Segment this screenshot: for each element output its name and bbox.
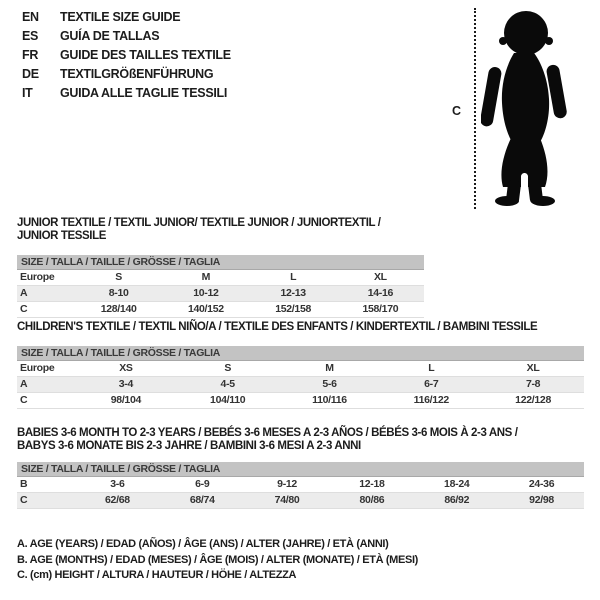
table-size-header: SIZE / TALLA / TAILLE / GRÖSSE / TAGLIA <box>17 255 424 270</box>
table-row <box>17 361 584 377</box>
section-title-line: JUNIOR TEXTILE / TEXTIL JUNIOR/ TEXTILE JUNIOR / JUNIORTEXTIL / JUNIOR TESSILE <box>17 217 381 242</box>
size-cell: 92/98 <box>529 494 554 506</box>
size-cell: S <box>115 271 122 283</box>
size-cell: 158/170 <box>362 303 399 315</box>
row-label: A <box>20 378 28 390</box>
height-measure-line <box>474 8 476 209</box>
language-title: GUÍA DE TALLAS <box>60 29 160 43</box>
table-rows <box>17 270 424 318</box>
language-title: TEXTILE SIZE GUIDE <box>60 10 181 24</box>
row-label: B <box>20 478 28 490</box>
language-title: TEXTILGRÖßENFÜHRUNG <box>60 67 214 81</box>
language-row <box>22 8 231 27</box>
size-cell: 14-16 <box>367 287 394 299</box>
table-rows <box>17 361 584 409</box>
size-cell: 6-9 <box>195 478 210 490</box>
language-code: FR <box>22 48 39 62</box>
size-cell: 98/104 <box>110 394 142 406</box>
size-cell: 68/74 <box>189 494 215 506</box>
size-cell: L <box>290 271 297 283</box>
size-cell: 140/152 <box>187 303 224 315</box>
table-size-header: SIZE / TALLA / TAILLE / GRÖSSE / TAGLIA <box>17 462 584 477</box>
row-label: Europe <box>20 362 55 374</box>
language-list <box>22 8 231 103</box>
language-code: ES <box>22 29 39 43</box>
size-cell: 3-6 <box>110 478 125 490</box>
size-cell: L <box>428 362 435 374</box>
section-babies-textile <box>17 427 584 509</box>
size-cell: 6-7 <box>424 378 439 390</box>
row-label: C <box>20 303 28 315</box>
section-title-line: CHILDREN'S TEXTILE / TEXTIL NIÑO/A / TEXTILE DES ENFANTS / KINDERTEXTIL / BAMBINI TESSILE <box>17 321 538 333</box>
language-title: GUIDA ALLE TAGLIE TESSILI <box>60 86 228 100</box>
language-row <box>22 46 231 65</box>
table-size-header: SIZE / TALLA / TAILLE / GRÖSSE / TAGLIA <box>17 346 584 361</box>
section-title <box>17 427 584 453</box>
table-rows <box>17 477 584 509</box>
language-code: EN <box>22 10 39 24</box>
size-table <box>17 346 584 409</box>
language-title: GUIDE DES TAILLES TEXTILE <box>60 48 231 62</box>
footnote-line: C. (cm) HEIGHT / ALTURA / HAUTEUR / HÖHE / ALTEZZA <box>17 569 297 581</box>
size-cell: 10-12 <box>193 287 219 299</box>
size-cell: XL <box>373 271 387 283</box>
size-cell: 74/80 <box>274 494 300 506</box>
table-row <box>17 477 584 493</box>
size-cell: 8-10 <box>108 287 129 299</box>
size-cell: 4-5 <box>220 378 235 390</box>
size-cell: 3-4 <box>118 378 134 390</box>
size-cell: 24-36 <box>528 478 555 490</box>
size-cell: 18-24 <box>444 478 470 490</box>
size-cell: 128/140 <box>100 303 137 315</box>
size-cell: 7-8 <box>525 378 541 390</box>
size-table <box>17 462 584 509</box>
language-row <box>22 65 231 84</box>
size-cell: M <box>201 271 211 283</box>
size-cell: 12-18 <box>359 478 385 490</box>
table-row <box>17 493 584 509</box>
section-title <box>17 217 424 243</box>
footnote-line: A. AGE (YEARS) / EDAD (AÑOS) / ÂGE (ANS) / ALTER (JAHRE) / ETÀ (ANNI) <box>17 538 389 550</box>
footnote-line: B. AGE (MONTHS) / EDAD (MESES) / ÂGE (MOIS) / ALTER (MONATE) / ETÀ (MESI) <box>17 553 418 566</box>
size-cell: 9-12 <box>277 478 297 490</box>
size-cell: 12-13 <box>280 287 306 299</box>
row-label: C <box>20 394 28 406</box>
size-cell: XS <box>119 362 133 374</box>
size-cell: 86/92 <box>444 494 470 506</box>
section-junior-textile <box>17 217 424 318</box>
size-cell: M <box>325 362 334 374</box>
section-title <box>17 321 584 334</box>
size-cell: 5-6 <box>322 378 337 390</box>
table-row <box>17 377 584 393</box>
size-cell: 110/116 <box>312 394 347 406</box>
row-label: Europe <box>20 271 55 283</box>
table-row <box>17 270 424 286</box>
size-cell: 152/158 <box>275 303 312 315</box>
size-cell: 80/86 <box>359 494 385 506</box>
section-title-line: BABIES 3-6 MONTH TO 2-3 YEARS / BEBÉS 3-6 MESES A 2-3 AÑOS / BÉBÉS 3-6 MOIS À 2-3 ANS / <box>17 427 518 439</box>
language-code: IT <box>22 86 33 100</box>
size-table <box>17 255 424 318</box>
baby-silhouette-image <box>481 10 567 206</box>
section-childrens-textile <box>17 321 584 409</box>
size-cell: 116/122 <box>413 394 449 406</box>
size-cell: 62/68 <box>105 494 130 506</box>
language-code: DE <box>22 67 39 81</box>
row-label: A <box>20 287 28 299</box>
row-label: C <box>20 494 28 506</box>
height-measure-label: C <box>452 104 461 118</box>
size-cell: 104/110 <box>210 394 246 406</box>
size-cell: S <box>224 362 232 374</box>
section-title-line: BABYS 3-6 MONATE BIS 2-3 JAHRE / BAMBINI 3-6 MESI A 2-3 ANNI <box>17 440 361 452</box>
language-row <box>22 27 231 46</box>
table-row <box>17 286 424 302</box>
table-row <box>17 302 424 318</box>
table-row <box>17 393 584 409</box>
size-cell: XL <box>526 362 540 374</box>
footnote-list <box>17 537 418 584</box>
size-cell: 122/128 <box>515 394 552 406</box>
language-row <box>22 84 231 103</box>
